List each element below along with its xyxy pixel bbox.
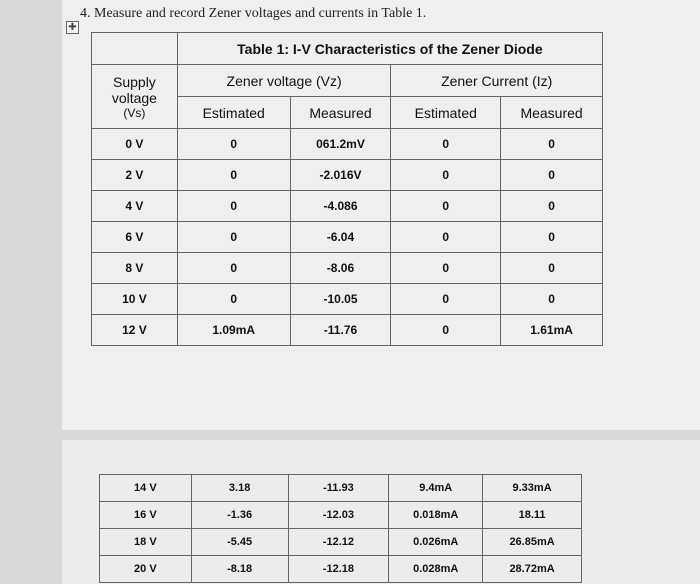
supply-voltage-unit: (Vs) xyxy=(123,105,146,120)
iz-measured-cell[interactable]: 18.11 xyxy=(483,502,582,529)
supply-cell[interactable]: 16 V xyxy=(100,502,192,529)
supply-cell[interactable]: 4 V xyxy=(92,191,178,222)
vz-estimated-cell[interactable]: 1.09mA xyxy=(177,315,290,346)
vz-measured-cell[interactable]: -4.086 xyxy=(290,191,391,222)
vz-estimated-cell[interactable]: 0 xyxy=(177,129,290,160)
supply-cell[interactable]: 10 V xyxy=(92,284,178,315)
zener-table-1 xyxy=(91,32,603,346)
iz-estimated-cell[interactable]: 9.4mA xyxy=(389,475,483,502)
vz-measured-cell[interactable]: -10.05 xyxy=(290,284,391,315)
iz-measured-cell[interactable]: 0 xyxy=(501,253,603,284)
vz-estimated-cell[interactable]: 0 xyxy=(177,253,290,284)
vz-measured-cell[interactable]: 061.2mV xyxy=(290,129,391,160)
vz-measured-cell[interactable]: -11.76 xyxy=(290,315,391,346)
table-row xyxy=(100,556,582,583)
vz-estimated-cell[interactable]: 3.18 xyxy=(191,475,288,502)
vz-measured-cell[interactable]: -12.12 xyxy=(288,529,389,556)
iz-measured-cell[interactable]: 1.61mA xyxy=(501,315,603,346)
table-row xyxy=(92,315,603,346)
table-row xyxy=(100,475,582,502)
sub-header: Estimated xyxy=(177,97,290,129)
supply-cell[interactable]: 6 V xyxy=(92,222,178,253)
iz-measured-cell[interactable]: 0 xyxy=(501,129,603,160)
iz-estimated-cell[interactable]: 0 xyxy=(391,160,501,191)
iz-measured-cell[interactable]: 0 xyxy=(501,284,603,315)
iz-measured-cell[interactable]: 0 xyxy=(501,191,603,222)
vz-estimated-cell[interactable]: 0 xyxy=(177,222,290,253)
table-row xyxy=(92,160,603,191)
vz-estimated-cell[interactable]: 0 xyxy=(177,160,290,191)
vz-estimated-cell[interactable]: -5.45 xyxy=(191,529,288,556)
iz-estimated-cell[interactable]: 0 xyxy=(391,315,501,346)
iz-measured-cell[interactable]: 0 xyxy=(501,222,603,253)
table-row xyxy=(92,284,603,315)
iz-measured-cell[interactable]: 9.33mA xyxy=(483,475,582,502)
supply-cell[interactable]: 20 V xyxy=(100,556,192,583)
sub-header: Measured xyxy=(290,97,391,129)
vz-measured-cell[interactable]: -11.93 xyxy=(288,475,389,502)
iz-estimated-cell[interactable]: 0.028mA xyxy=(389,556,483,583)
supply-cell[interactable]: 18 V xyxy=(100,529,192,556)
supply-cell[interactable]: 2 V xyxy=(92,160,178,191)
zener-voltage-header: Zener voltage (Vz) xyxy=(177,65,391,97)
iz-measured-cell[interactable]: 0 xyxy=(501,160,603,191)
iz-estimated-cell[interactable]: 0.018mA xyxy=(389,502,483,529)
iz-estimated-cell[interactable]: 0 xyxy=(391,191,501,222)
supply-cell[interactable]: 12 V xyxy=(92,315,178,346)
sub-header: Estimated xyxy=(391,97,501,129)
supply-cell[interactable]: 0 V xyxy=(92,129,178,160)
table-row xyxy=(100,502,582,529)
vz-measured-cell[interactable]: -12.18 xyxy=(288,556,389,583)
supply-cell[interactable]: 14 V xyxy=(100,475,192,502)
supply-voltage-header: Supply voltage (Vs) xyxy=(92,65,178,129)
vz-estimated-cell[interactable]: -1.36 xyxy=(191,502,288,529)
table-row xyxy=(100,529,582,556)
vz-measured-cell[interactable]: -12.03 xyxy=(288,502,389,529)
zener-table-continued xyxy=(99,474,582,583)
vz-estimated-cell[interactable]: -8.18 xyxy=(191,556,288,583)
vz-measured-cell[interactable]: -8.06 xyxy=(290,253,391,284)
supply-cell[interactable]: 8 V xyxy=(92,253,178,284)
iz-estimated-cell[interactable]: 0 xyxy=(391,253,501,284)
table-row xyxy=(92,191,603,222)
table-row xyxy=(92,253,603,284)
instruction-heading: 4. Measure and record Zener voltages and currents in Table 1. xyxy=(80,6,427,21)
iz-estimated-cell[interactable]: 0 xyxy=(391,222,501,253)
table-row xyxy=(92,222,603,253)
vz-estimated-cell[interactable]: 0 xyxy=(177,284,290,315)
vz-measured-cell[interactable]: -6.04 xyxy=(290,222,391,253)
iz-measured-cell[interactable]: 28.72mA xyxy=(483,556,582,583)
table-title: Table 1: I-V Characteristics of the Zener Diode xyxy=(177,33,602,65)
table-move-handle-icon[interactable]: ✚ xyxy=(66,21,79,34)
iz-estimated-cell[interactable]: 0.026mA xyxy=(389,529,483,556)
iz-measured-cell[interactable]: 26.85mA xyxy=(483,529,582,556)
iz-estimated-cell[interactable]: 0 xyxy=(391,284,501,315)
table-row xyxy=(92,129,603,160)
iz-estimated-cell[interactable]: 0 xyxy=(391,129,501,160)
vz-estimated-cell[interactable]: 0 xyxy=(177,191,290,222)
vz-measured-cell[interactable]: -2.016V xyxy=(290,160,391,191)
zener-current-header: Zener Current (Iz) xyxy=(391,65,603,97)
sub-header: Measured xyxy=(501,97,603,129)
